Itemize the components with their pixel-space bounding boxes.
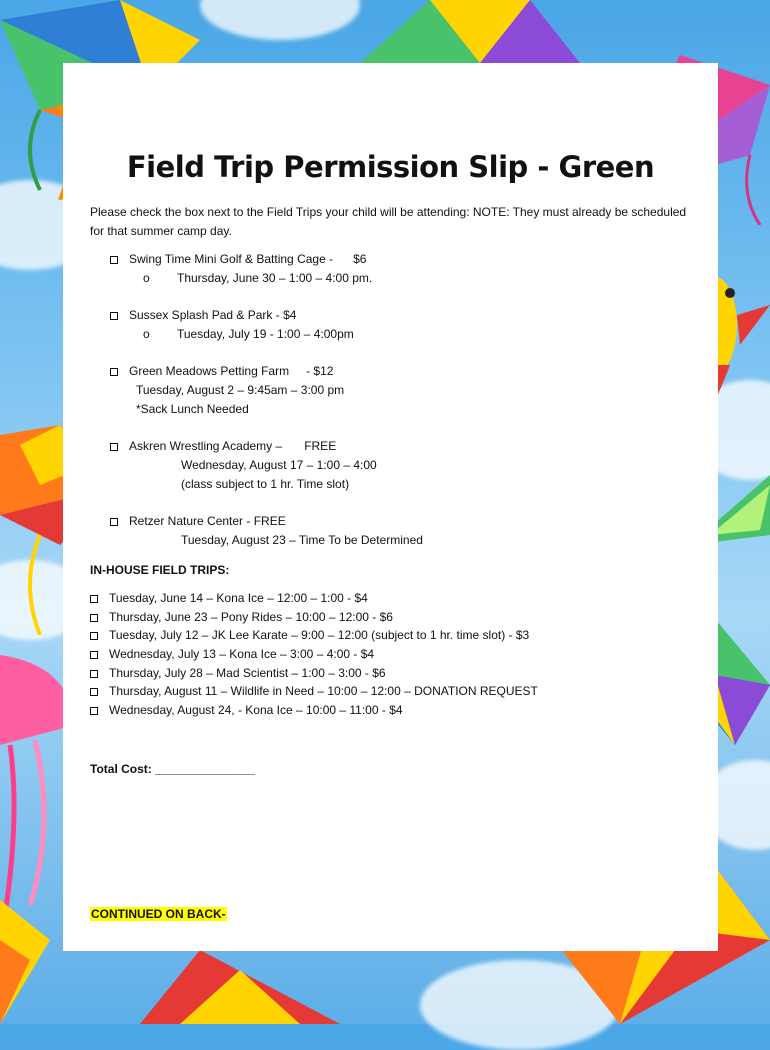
checkbox[interactable] (90, 651, 98, 659)
checkbox[interactable] (110, 518, 118, 526)
inhouse-text: Tuesday, July 12 – JK Lee Karate – 9:00 – 12:00 (subject to 1 hr. time slot) - $3 (109, 628, 530, 642)
kite-bottom-left-icon (0, 900, 50, 1024)
inhouse-item (90, 589, 368, 607)
trip-name: Sussex Splash Pad & Park - $4 (129, 308, 297, 322)
field-trip-1-date (143, 269, 372, 287)
field-trip-5-date: Tuesday, August 23 – Time To be Determined (181, 533, 423, 547)
trip-date: Tuesday, July 19 - 1:00 – 4:00pm (177, 327, 354, 341)
field-trip-5 (110, 512, 286, 530)
trip-price: $6 (353, 252, 367, 266)
checkbox[interactable] (110, 368, 118, 376)
field-trip-3 (110, 362, 333, 380)
field-trip-2-date (143, 325, 354, 343)
continued-on-back-note (90, 905, 227, 923)
trip-name: Retzer Nature Center - FREE (129, 514, 286, 528)
inhouse-item (90, 682, 538, 700)
intro-text: Please check the box next to the Field Trips your child will be attending: NOTE: They must already be scheduled for that summer camp day. (90, 205, 687, 238)
kite-bottom-center-icon (140, 950, 340, 1024)
checkbox[interactable] (110, 443, 118, 451)
inhouse-text: Wednesday, August 24, - Kona Ice – 10:00 – 11:00 - $4 (109, 703, 403, 717)
inhouse-text: Thursday, June 23 – Pony Rides – 10:00 – 12:00 - $6 (109, 610, 393, 624)
total-cost-field[interactable]: Total Cost: _______________ (90, 762, 256, 776)
trip-name: Swing Time Mini Golf & Batting Cage - (129, 252, 334, 266)
kite-top-center-icon (360, 0, 580, 65)
field-trip-4 (110, 437, 336, 455)
field-trip-4-date: Wednesday, August 17 – 1:00 – 4:00 (181, 458, 377, 472)
checkbox[interactable] (90, 707, 98, 715)
trip-date: Thursday, June 30 – 1:00 – 4:00 pm. (177, 271, 373, 285)
continued-text: CONTINUED ON BACK- (91, 907, 226, 921)
inhouse-heading: IN-HOUSE FIELD TRIPS: (90, 563, 230, 577)
document-page (63, 63, 718, 951)
field-trip-4-note: (class subject to 1 hr. Time slot) (181, 477, 350, 491)
field-trip-1 (110, 250, 366, 268)
trip-name: Askren Wrestling Academy – (129, 439, 283, 453)
inhouse-text: Thursday, July 28 – Mad Scientist – 1:00 – 3:00 - $6 (109, 666, 386, 680)
checkbox[interactable] (90, 614, 98, 622)
checkbox[interactable] (90, 688, 98, 696)
inhouse-text: Thursday, August 11 – Wildlife in Need – 10:00 – 12:00 – DONATION REQUEST (109, 684, 538, 698)
checkbox[interactable] (110, 256, 118, 264)
field-trip-3-note: *Sack Lunch Needed (136, 402, 249, 416)
bullet: o (143, 271, 150, 285)
inhouse-item (90, 608, 393, 626)
inhouse-item (90, 664, 386, 682)
trip-name: Green Meadows Petting Farm (129, 364, 290, 378)
bullet: o (143, 327, 150, 341)
trip-price: - $12 (306, 364, 334, 378)
checkbox[interactable] (90, 670, 98, 678)
inhouse-item (90, 701, 403, 719)
inhouse-item (90, 645, 374, 663)
page-title: Field Trip Permission Slip - Green (126, 150, 655, 184)
inhouse-text: Wednesday, July 13 – Kona Ice – 3:00 – 4:00 - $4 (109, 647, 375, 661)
field-trip-3-date: Tuesday, August 2 – 9:45am – 3:00 pm (136, 383, 345, 397)
field-trip-2 (110, 306, 296, 324)
inhouse-text: Tuesday, June 14 – Kona Ice – 12:00 – 1:00 - $4 (109, 591, 368, 605)
checkbox[interactable] (90, 595, 98, 603)
checkbox[interactable] (90, 632, 98, 640)
checkbox[interactable] (110, 312, 118, 320)
trip-price: FREE (304, 439, 337, 453)
inhouse-item (90, 626, 529, 644)
